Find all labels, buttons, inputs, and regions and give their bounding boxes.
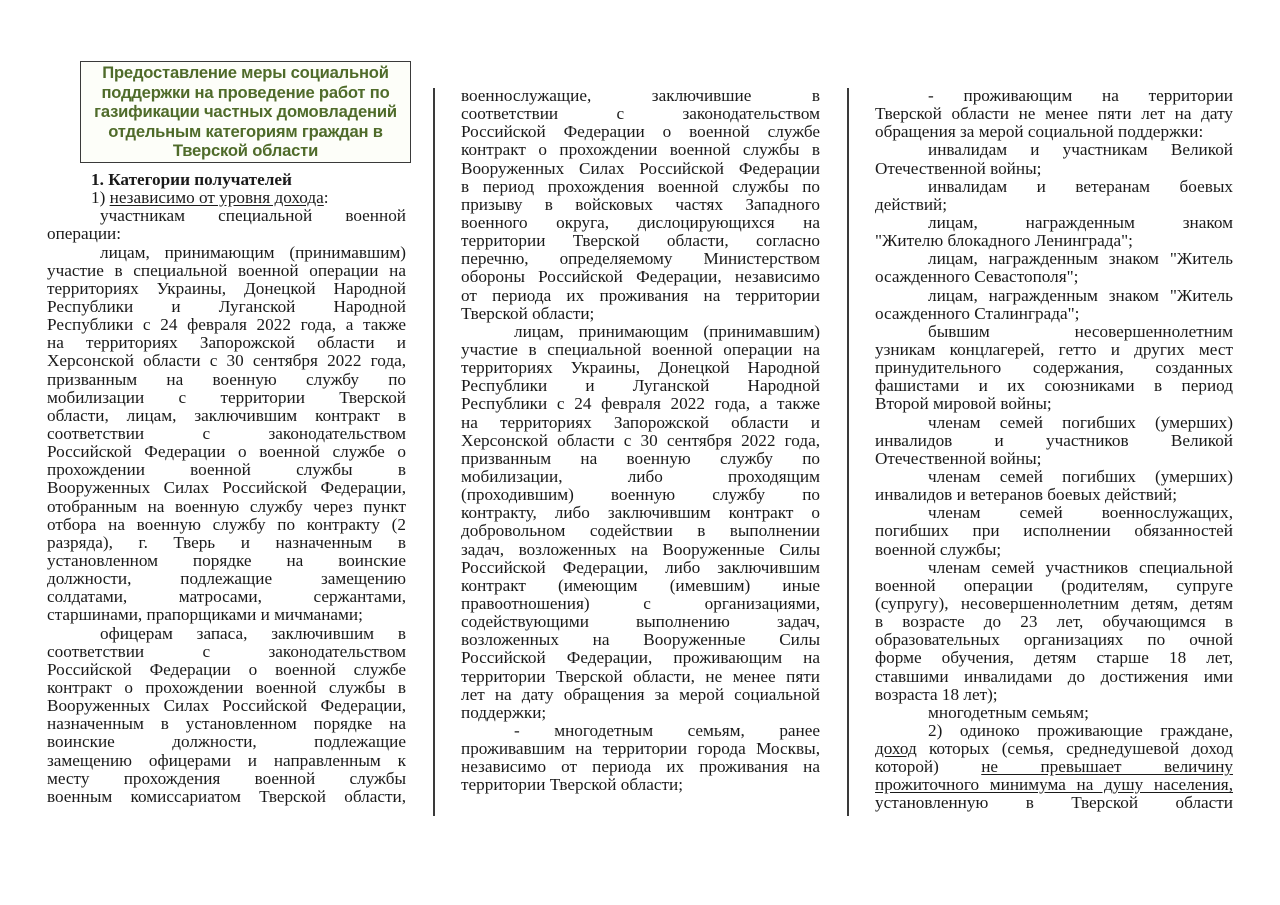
- text-line: (супругу), несовершеннолетним детям, детям: [875, 594, 1233, 613]
- text-line: Республики с 24 февраля 2022 года, а также: [47, 316, 406, 335]
- text-line: Российской Федерации о военной службе: [47, 660, 406, 679]
- text-line: ставшими инвалидами до достижения ими: [875, 667, 1233, 686]
- item-2-line: установленную в Тверской области: [875, 794, 1233, 813]
- text-line: узникам концлагерей, гетто и других мест: [875, 340, 1233, 359]
- text-line: Вооруженных Силах Российской Федерации: [461, 159, 820, 178]
- title-box: [80, 61, 411, 163]
- text-line: территориях Украины, Донецкой Народной: [461, 359, 820, 378]
- text-line: старшинами, прапорщиками и мичманами;: [47, 605, 363, 625]
- column-3-lines: [875, 87, 1233, 722]
- column-2-lines: [461, 87, 820, 794]
- item-2-line: которой) не превышает величину: [875, 758, 1233, 777]
- column-2: [461, 87, 820, 794]
- text-line: призванным на военную службу по: [461, 449, 820, 468]
- text-line: военнослужащие, заключившие в: [461, 87, 820, 105]
- text-line: контракт о прохождении военной службы в: [461, 141, 820, 160]
- text-line: "Жителю блокадного Ленинграда";: [875, 231, 1133, 251]
- text-line: операции:: [47, 224, 122, 244]
- text-line: установленном порядке на воинские: [47, 551, 406, 570]
- text-line: проживавшим на территории города Москвы,: [461, 740, 820, 759]
- text-line: Российской Федерации о военной службе о: [47, 443, 406, 462]
- item-2-line: доход которых (семья, среднедушевой доход: [875, 740, 1233, 759]
- section-heading: 1. Категории получателей: [91, 170, 292, 189]
- text-line: на территориях Запорожской области и: [47, 334, 406, 353]
- text-line: лицам, награжденным знаком "Житель: [928, 286, 1233, 305]
- text-line: замещению офицерами и направленным к: [47, 751, 406, 770]
- text-line: возраста 18 лет);: [875, 684, 998, 704]
- text-line: разряда), г. Тверь и назначенным в: [47, 533, 406, 552]
- text-line: призванным на военную службу по: [47, 370, 406, 389]
- column-divider: [847, 88, 849, 816]
- column-1: [47, 171, 406, 806]
- text-line: задач, возложенных на Вооруженные Силы: [461, 540, 820, 559]
- column-1-lines: [47, 207, 406, 806]
- text-line: Республики с 24 февраля 2022 года, а также: [461, 395, 820, 414]
- text-line: должности, подлежащие замещению: [47, 570, 406, 589]
- text-line: контракту, либо заключившим контракт о: [461, 504, 820, 523]
- text-line: отобранным на военную службу через пункт: [47, 497, 406, 516]
- text-line: возложенных на Вооруженные Силы: [461, 631, 820, 650]
- text-line: Отечественной войны;: [875, 448, 1042, 468]
- text-line: членам семей военнослужащих,: [928, 504, 1233, 523]
- column-3: [875, 87, 1233, 813]
- text-line: Российской Федерации, проживающим на: [461, 649, 820, 668]
- text-line: обороны Российской Федерации, независимо: [461, 268, 820, 287]
- text-line: бывшим несовершеннолетним: [928, 322, 1233, 341]
- text-line: членам семей погибших (умерших): [928, 413, 1233, 432]
- text-line: - многодетным семьям, ранее: [514, 721, 820, 740]
- text-line: отбора на военную службу по контракту (2: [47, 515, 406, 534]
- text-line: лицам, награжденным знаком "Житель: [928, 250, 1233, 269]
- text-line: в период прохождения военной службы по: [461, 177, 820, 196]
- text-line: Российской Федерации, либо заключившим: [461, 558, 820, 577]
- text-line: лицам, принимающим (принимавшим): [514, 322, 820, 341]
- text-line: военным комиссариатом Тверской области,: [47, 787, 406, 806]
- text-line: контракт о прохождении военной службы в: [47, 678, 406, 697]
- text-line: - проживающим на территории: [928, 87, 1233, 105]
- text-line: многодетным семьям;: [928, 702, 1089, 722]
- text-line: принудительного содержания, созданных: [875, 359, 1233, 378]
- text-line: контракт (имеющим (имевшим) иные: [461, 576, 820, 595]
- text-line: содействующими выполнению задач,: [461, 613, 820, 632]
- column-divider: [433, 88, 435, 816]
- text-line: воинские должности, подлежащие: [47, 733, 406, 752]
- text-line: членам семей участников специальной: [928, 558, 1233, 577]
- text-line: территории Тверской области;: [461, 775, 683, 795]
- text-line: от периода их проживания на территории: [461, 286, 820, 305]
- text-line: Вооруженных Силах Российской Федерации,: [47, 479, 406, 498]
- text-line: поддержки;: [461, 702, 547, 722]
- text-line: территориях Украины, Донецкой Народной: [47, 279, 406, 298]
- text-line: Отечественной войны;: [875, 158, 1042, 178]
- text-line: мобилизации, либо проходящим: [461, 467, 820, 486]
- text-line: назначенным в установленном порядке на: [47, 715, 406, 734]
- text-line: территории Тверской области, не менее пяти: [461, 667, 820, 686]
- item-2-line: 2) одиноко проживающие граждане,: [928, 721, 1233, 740]
- underlined-text: независимо от уровня дохода: [109, 188, 324, 208]
- text-line: Херсонской области с 30 сентября 2022 года,: [47, 352, 406, 371]
- text-line: образовательных организациях по очной: [875, 631, 1233, 650]
- text-line: мобилизации с территории Тверской: [47, 388, 406, 407]
- text-line: Херсонской области с 30 сентября 2022 года,: [461, 431, 820, 450]
- text-line: Вооруженных Силах Российской Федерации,: [47, 697, 406, 716]
- text-line: Республики и Луганской Народной: [461, 377, 820, 396]
- text-line: участие в специальной военной операции на: [47, 261, 406, 280]
- text-line: соответствии с законодательством: [461, 105, 820, 124]
- text-line: военной операции (родителям, супруге: [875, 576, 1233, 595]
- text-line: солдатами, матросами, сержантами,: [47, 588, 406, 607]
- text-line: военной службы;: [875, 539, 1002, 559]
- text-line: фашистами и их союзниками в период: [875, 377, 1233, 396]
- text-line: действий;: [875, 194, 947, 214]
- text-line: офицерам запаса, заключившим в: [100, 624, 406, 643]
- text-line: лицам, принимающим (принимавшим): [100, 243, 406, 262]
- text-line: Республики и Луганской Народной: [47, 297, 406, 316]
- text-line: лицам, награжденным знаком: [928, 213, 1233, 232]
- text-line: призыву в войсковых частях Западного: [461, 195, 820, 214]
- text-line: в возрасте до 23 лет, обучающимся в: [875, 613, 1233, 632]
- text-line: инвалидов и участников Великой: [875, 431, 1233, 450]
- text-line: соответствии с законодательством: [47, 424, 406, 443]
- text-line: независимо от периода их проживания на: [461, 758, 820, 777]
- text-line: участникам специальной военной: [100, 207, 406, 226]
- text-line: членам семей погибших (умерших): [928, 467, 1233, 486]
- text-line: форме обучения, детям старше 18 лет,: [875, 649, 1233, 668]
- text-line: месту прохождения военной службы: [47, 769, 406, 788]
- item-2-line: прожиточного минимума на душу населения,: [875, 776, 1233, 795]
- text-line: Тверской области не менее пяти лет на дату: [875, 105, 1233, 124]
- text-line: участие в специальной военной операции на: [461, 340, 820, 359]
- text-line: добровольном содействии в выполнении: [461, 522, 820, 541]
- text-line: прохождении военной службы в: [47, 461, 406, 480]
- text-line: правоотношения) с организациями,: [461, 594, 820, 613]
- text-line: (проходившим) военную службу по: [461, 486, 820, 505]
- text-line: Тверской области;: [461, 303, 595, 323]
- text-line: на территориях Запорожской области и: [461, 413, 820, 432]
- text-line: инвалидам и участникам Великой: [928, 141, 1233, 160]
- text-line: территории Тверской области, согласно: [461, 232, 820, 251]
- item-1-label: 1) независимо от уровня дохода:: [91, 188, 329, 208]
- text-line: лет на дату обращения за мерой социальной: [461, 685, 820, 704]
- text-line: военного округа, дислоцирующихся на: [461, 213, 820, 232]
- text-line: обращения за мерой социальной поддержки:: [875, 122, 1204, 142]
- text-line: области, лицам, заключившим контракт в: [47, 406, 406, 425]
- document-title: Предоставление меры социальной поддержки на проведение работ по газификации частных домовладений отдельным категориям граждан в Тверской области: [94, 63, 397, 161]
- text-line: осажденного Сталинграда";: [875, 303, 1080, 323]
- text-line: погибших при исполнении обязанностей: [875, 522, 1233, 541]
- text-line: Российской Федерации о военной службе: [461, 123, 820, 142]
- text-line: осажденного Севастополя";: [875, 267, 1079, 287]
- text-line: инвалидов и ветеранов боевых действий;: [875, 485, 1178, 505]
- text-line: Второй мировой войны;: [875, 394, 1052, 414]
- text-line: перечню, определяемому Министерством: [461, 250, 820, 269]
- text-line: соответствии с законодательством: [47, 642, 406, 661]
- text-line: инвалидам и ветеранам боевых: [928, 177, 1233, 196]
